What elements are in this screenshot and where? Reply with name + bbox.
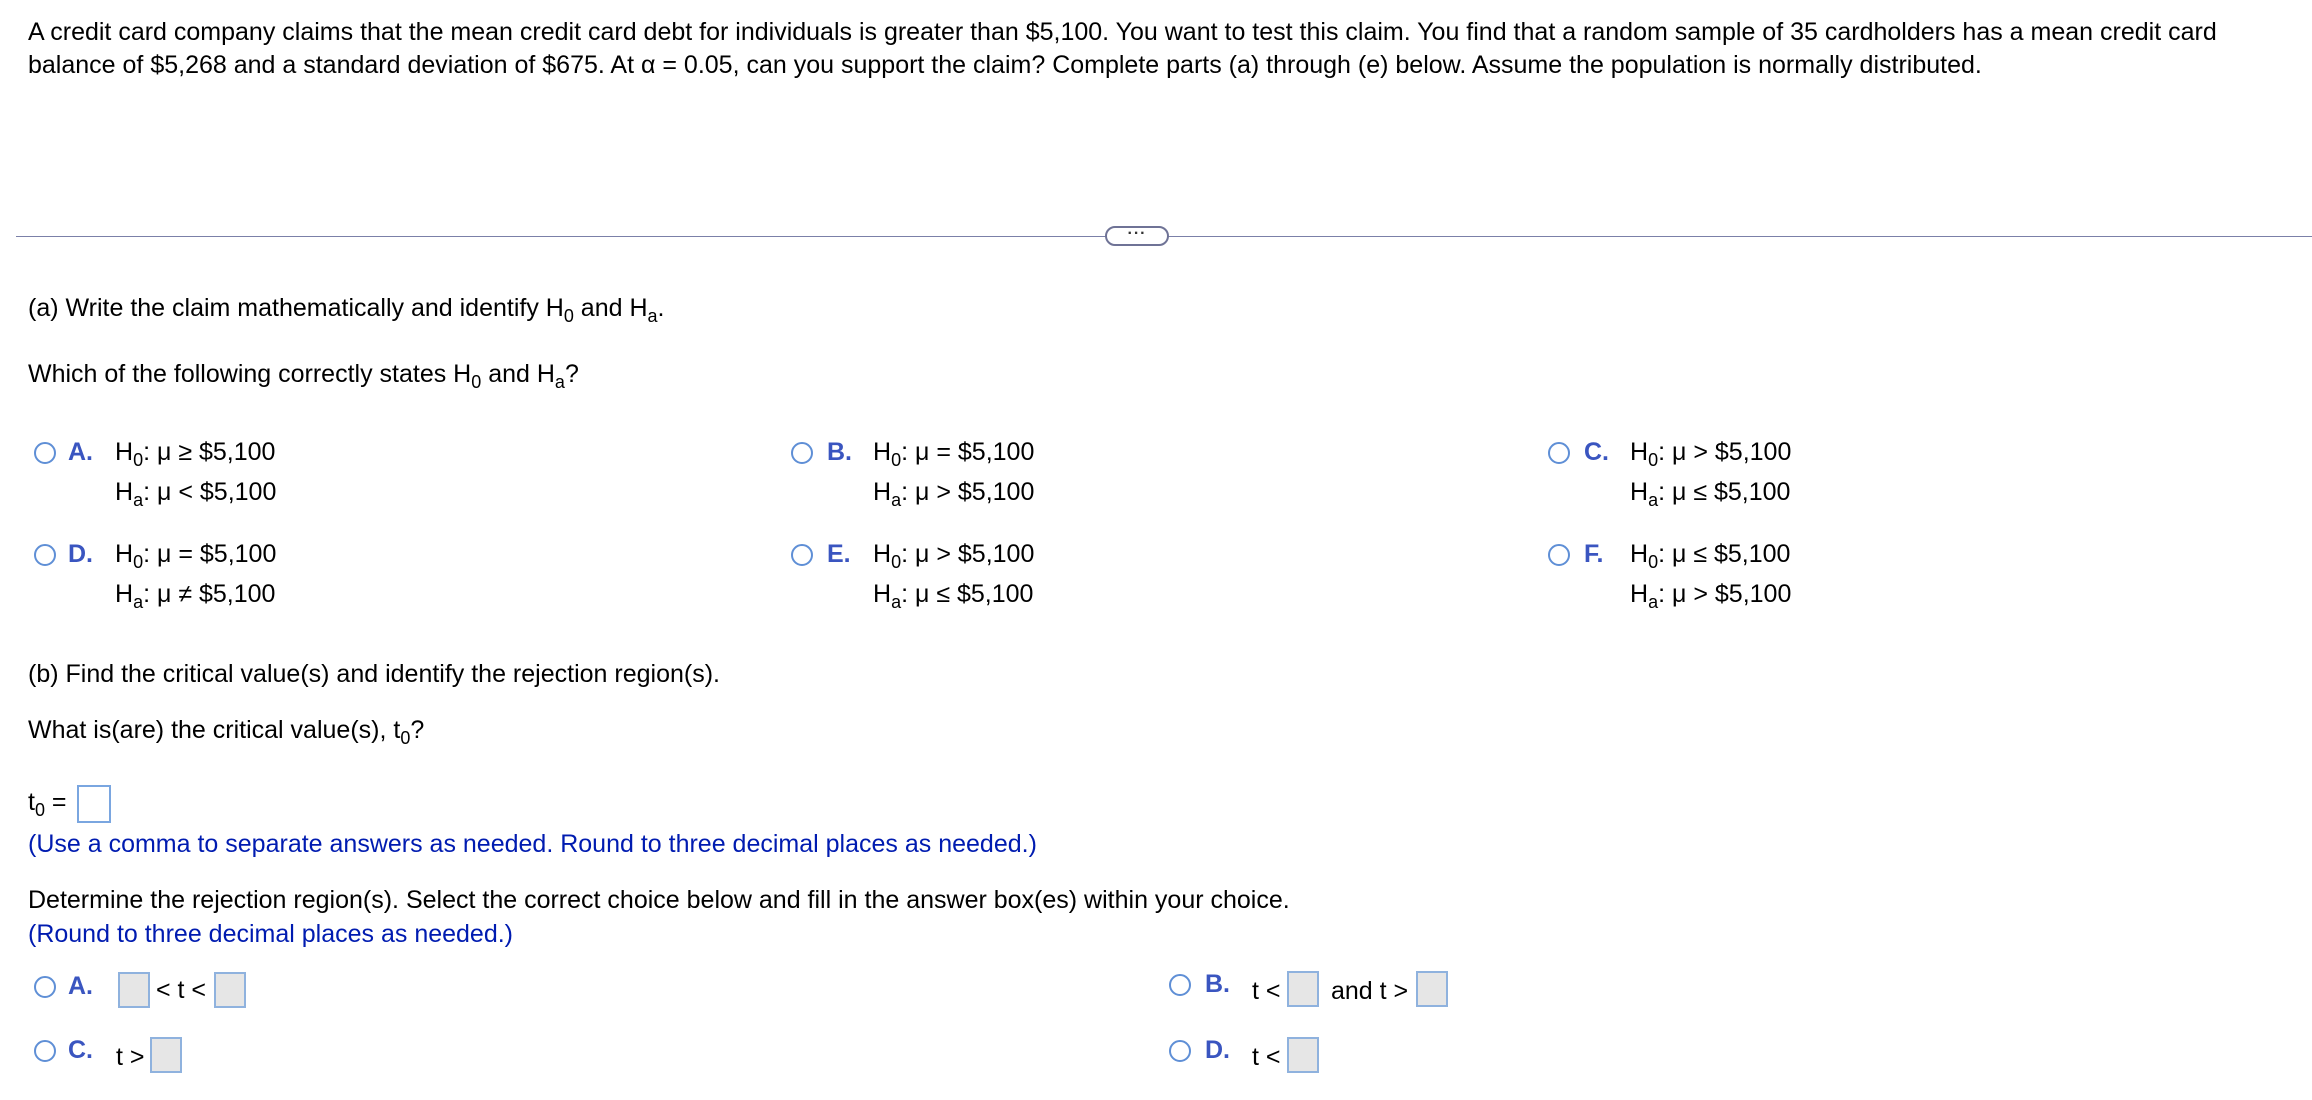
rejection-option-b-radio[interactable] bbox=[1169, 974, 1191, 996]
option-d-ha: $H_a$: μ ≠ $5,100 bbox=[115, 580, 276, 612]
option-b-letter[interactable]: B. bbox=[827, 438, 852, 466]
option-a-h0: $H_0$: μ ≥ $5,100 bbox=[115, 438, 276, 470]
rejection-b-and-label: and t > bbox=[1331, 977, 1409, 1005]
rejection-d-label: t < bbox=[1252, 1043, 1281, 1071]
option-b-h0: $H_0$: μ = $5,100 bbox=[873, 438, 1035, 470]
part-b-question: What is(are) the critical value(s), $t_0$? bbox=[28, 716, 425, 748]
option-c-h0: $H_0$: μ > $5,100 bbox=[1630, 438, 1792, 470]
option-e-h0: $H_0$: μ > $5,100 bbox=[873, 540, 1035, 572]
rejection-b-lower-label: t < bbox=[1252, 977, 1281, 1005]
critical-value-hint: (Use a comma to separate answers as needed. Round to three decimal places as needed.) bbox=[28, 830, 1037, 858]
rejection-d-input[interactable] bbox=[1287, 1037, 1319, 1073]
rejection-a-inequality: < t < bbox=[156, 976, 207, 1004]
critical-value-input[interactable] bbox=[77, 785, 111, 823]
option-e-letter[interactable]: E. bbox=[827, 540, 851, 568]
rejection-b-upper-input[interactable] bbox=[1416, 971, 1448, 1007]
option-a-letter[interactable]: A. bbox=[68, 438, 93, 466]
critical-value-label: $t_0$ = bbox=[28, 788, 67, 820]
option-d-radio[interactable] bbox=[34, 544, 56, 566]
option-a-radio[interactable] bbox=[34, 442, 56, 464]
rejection-a-lower-input[interactable] bbox=[118, 972, 150, 1008]
option-b-ha: $H_a$: μ > $5,100 bbox=[873, 478, 1035, 510]
option-d-h0: $H_0$: μ = $5,100 bbox=[115, 540, 277, 572]
rejection-option-a-letter[interactable]: A. bbox=[68, 972, 93, 1000]
rejection-b-lower-input[interactable] bbox=[1287, 971, 1319, 1007]
option-c-radio[interactable] bbox=[1548, 442, 1570, 464]
rejection-option-d-letter[interactable]: D. bbox=[1205, 1036, 1230, 1064]
option-c-letter[interactable]: C. bbox=[1584, 438, 1609, 466]
rejection-option-a-radio[interactable] bbox=[34, 976, 56, 998]
option-f-ha: $H_a$: μ > $5,100 bbox=[1630, 580, 1792, 612]
rejection-option-b-letter[interactable]: B. bbox=[1205, 970, 1230, 998]
option-f-letter[interactable]: F. bbox=[1584, 540, 1604, 568]
problem-statement: A credit card company claims that the mean credit card debt for individuals is greater than $5,100. You want to test this claim. You find that a random sample of 35 cardholders has a mean credit card balance of $5,268 and a standard deviation of $675. At α = 0.05, can you support the claim? Complete parts (a) through (e) below. Assume the population is normally distributed. bbox=[28, 18, 2217, 79]
rejection-c-input[interactable] bbox=[150, 1037, 182, 1073]
part-a-question: Which of the following correctly states $H_0$ and $H_a$? bbox=[28, 360, 579, 392]
part-b-heading: (b) Find the critical value(s) and identify the rejection region(s). bbox=[28, 660, 720, 688]
rejection-option-c-letter[interactable]: C. bbox=[68, 1036, 93, 1064]
rejection-region-hint: (Round to three decimal places as needed.) bbox=[28, 920, 514, 948]
option-e-radio[interactable] bbox=[791, 544, 813, 566]
rejection-region-prompt: Determine the rejection region(s). Select the correct choice below and fill in the answer box(es) within your choice. bbox=[28, 886, 1290, 914]
rejection-c-label: t > bbox=[116, 1043, 145, 1071]
option-f-radio[interactable] bbox=[1548, 544, 1570, 566]
option-f-h0: $H_0$: μ ≤ $5,100 bbox=[1630, 540, 1791, 572]
option-a-ha: $H_a$: μ < $5,100 bbox=[115, 478, 277, 510]
part-a-heading: (a) Write the claim mathematically and identify $H_0$ and $H_a$. bbox=[28, 294, 665, 326]
option-e-ha: $H_a$: μ ≤ $5,100 bbox=[873, 580, 1034, 612]
option-d-letter[interactable]: D. bbox=[68, 540, 93, 568]
option-c-ha: $H_a$: μ ≤ $5,100 bbox=[1630, 478, 1791, 510]
rejection-a-upper-input[interactable] bbox=[214, 972, 246, 1008]
rejection-option-c-radio[interactable] bbox=[34, 1040, 56, 1062]
rejection-option-d-radio[interactable] bbox=[1169, 1040, 1191, 1062]
expand-more-button[interactable]: ··· bbox=[1105, 226, 1169, 246]
option-b-radio[interactable] bbox=[791, 442, 813, 464]
